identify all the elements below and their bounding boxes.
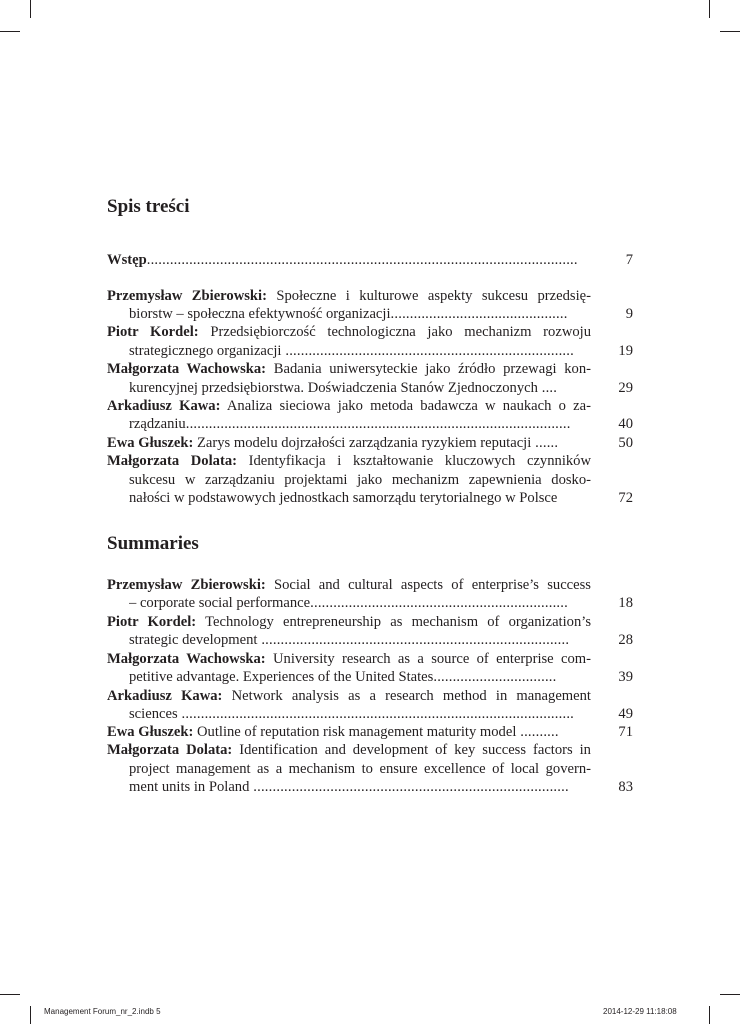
crop-mark xyxy=(709,0,710,18)
page-number: 40 xyxy=(618,416,633,432)
entry-title: Technology entrepreneurship as mechanism of organization’s xyxy=(196,614,591,630)
toc-entry-cont xyxy=(129,489,591,508)
entry-title: – corporate social performance xyxy=(129,595,311,611)
toc-entry xyxy=(107,323,591,342)
entry-title: Społeczne i kulturowe aspekty sukcesu przedsię- xyxy=(266,288,591,304)
leader-dots: ...................................................................................................... xyxy=(177,706,575,722)
page-number: 71 xyxy=(618,724,633,740)
entry-title: strategic development xyxy=(129,632,258,648)
entry-title: strategicznego organizacji xyxy=(129,343,282,359)
page-number: 39 xyxy=(618,669,633,685)
summary-entry xyxy=(107,687,591,706)
leader-dots: ...... xyxy=(531,435,559,451)
page-number: 83 xyxy=(618,779,633,795)
entry-author: Arkadiusz Kawa: xyxy=(107,688,223,704)
entry-title: sciences xyxy=(129,706,178,722)
page-number: 50 xyxy=(618,435,633,451)
leader-dots: .................................................................................. xyxy=(249,779,569,795)
toc-entry-cont xyxy=(129,342,591,361)
entry-title: Identyfikacja i kształtowanie kluczowych czynników xyxy=(236,453,591,469)
leader-dots: ........................................................................... xyxy=(281,343,574,359)
entry-author: Małgorzata Wachowska: xyxy=(107,361,267,377)
leader-dots: ................................................................................ xyxy=(257,632,570,648)
summary-entry-cont xyxy=(129,631,591,650)
footer-timestamp: 2014-12-29 11:18:08 xyxy=(603,1007,677,1016)
toc-entry xyxy=(107,397,591,416)
toc-entry-cont xyxy=(129,471,591,490)
leader-dots: ................................................................... xyxy=(310,595,568,611)
page-number: 49 xyxy=(618,706,633,722)
summary-entry xyxy=(107,650,591,669)
entry-title: sukcesu w zarządzaniu projektami jako mechanizm zapewnienia dosko- xyxy=(129,472,591,488)
entry-title: Analiza sieciowa jako metoda badawcza w naukach o za- xyxy=(220,398,591,414)
entry-title: ment units in Poland xyxy=(129,779,250,795)
entry-title: petitive advantage. Experiences of the United States xyxy=(129,669,434,685)
leader-dots: .......... xyxy=(516,724,559,740)
summary-entry xyxy=(107,613,591,632)
summary-entry-cont xyxy=(129,760,591,779)
entry-author: Ewa Głuszek: xyxy=(107,435,194,451)
entry-title: Badania uniwersyteckie jako źródło przewagi kon- xyxy=(266,361,591,377)
page-number: 9 xyxy=(625,306,633,322)
crop-mark xyxy=(0,994,20,995)
crop-mark xyxy=(720,994,740,995)
crop-mark xyxy=(30,0,31,18)
leader-dots: ................................................................................................................ xyxy=(146,252,578,268)
leader-dots: .... xyxy=(537,380,558,396)
crop-mark xyxy=(30,1006,31,1024)
entry-title: project management as a mechanism to ensure excellence of local govern- xyxy=(129,761,591,777)
toc-entry xyxy=(107,452,591,471)
entry-title: biorstw – społeczna efektywność organizacji xyxy=(129,306,391,322)
summary-entry xyxy=(107,741,591,760)
entry-author: Małgorzata Dolata: xyxy=(107,453,237,469)
page-number: 19 xyxy=(618,343,633,359)
leader-dots: .................................................................................................... xyxy=(185,416,571,432)
leader-dots: ................................ xyxy=(433,669,557,685)
summary-entry-cont xyxy=(129,705,591,724)
toc-entry-cont xyxy=(129,415,591,434)
entry-title: Social and cultural aspects of enterprise’s success xyxy=(265,577,591,593)
summary-entry xyxy=(107,576,591,595)
summary-entry-cont xyxy=(129,594,591,613)
entry-title: Network analysis as a research method in management xyxy=(222,688,591,704)
toc-entry xyxy=(107,434,591,453)
page-number: 28 xyxy=(618,632,633,648)
entry-author: Piotr Kordel: xyxy=(107,324,199,340)
entry-title: kurencyjnej przedsiębiorstwa. Doświadczenia Stanów Zjednoczonych xyxy=(129,380,538,396)
toc-entry-cont xyxy=(129,305,591,324)
entry-author: Arkadiusz Kawa: xyxy=(107,398,221,414)
entry-author: Przemysław Zbierowski: xyxy=(107,577,266,593)
entry-author: Przemysław Zbierowski: xyxy=(107,288,267,304)
toc-entry xyxy=(107,360,591,379)
entry-author: Piotr Kordel: xyxy=(107,614,197,630)
crop-mark xyxy=(709,1006,710,1024)
entry-title: University research as a source of enterprise com- xyxy=(265,651,591,667)
leader-dots: .............................................. xyxy=(390,306,568,322)
entry-author: Małgorzata Dolata: xyxy=(107,742,233,758)
toc-entry xyxy=(107,287,591,306)
summary-entry xyxy=(107,723,591,742)
entry-title: Identification and development of key success factors in xyxy=(232,742,591,758)
page-number: 29 xyxy=(618,380,633,396)
summary-entry-cont xyxy=(129,778,591,797)
toc-intro-label: Wstęp xyxy=(107,252,147,268)
page-number: 72 xyxy=(618,490,633,506)
summary-entry-cont xyxy=(129,668,591,687)
toc-intro xyxy=(107,251,591,270)
footer-file-name: Management Forum_nr_2.indb 5 xyxy=(44,1007,161,1016)
summaries-title: Summaries xyxy=(107,533,199,554)
entry-title: rządzaniu xyxy=(129,416,186,432)
page-number: 18 xyxy=(618,595,633,611)
crop-mark xyxy=(0,31,20,32)
entry-title: nałości w podstawowych jednostkach samorządu terytorialnego w Polsce xyxy=(129,490,558,506)
entry-author: Małgorzata Wachowska: xyxy=(107,651,266,667)
crop-mark xyxy=(720,31,740,32)
entry-author: Ewa Głuszek: xyxy=(107,724,194,740)
entry-title: Outline of reputation risk management maturity model xyxy=(193,724,517,740)
page-number: 7 xyxy=(625,252,633,268)
entry-title: Przedsiębiorczość technologiczna jako mechanizm rozwoju xyxy=(198,324,591,340)
toc-entry-cont xyxy=(129,379,591,398)
entry-title: Zarys modelu dojrzałości zarządzania ryzykiem reputacji xyxy=(193,435,532,451)
toc-title: Spis treści xyxy=(107,196,190,217)
